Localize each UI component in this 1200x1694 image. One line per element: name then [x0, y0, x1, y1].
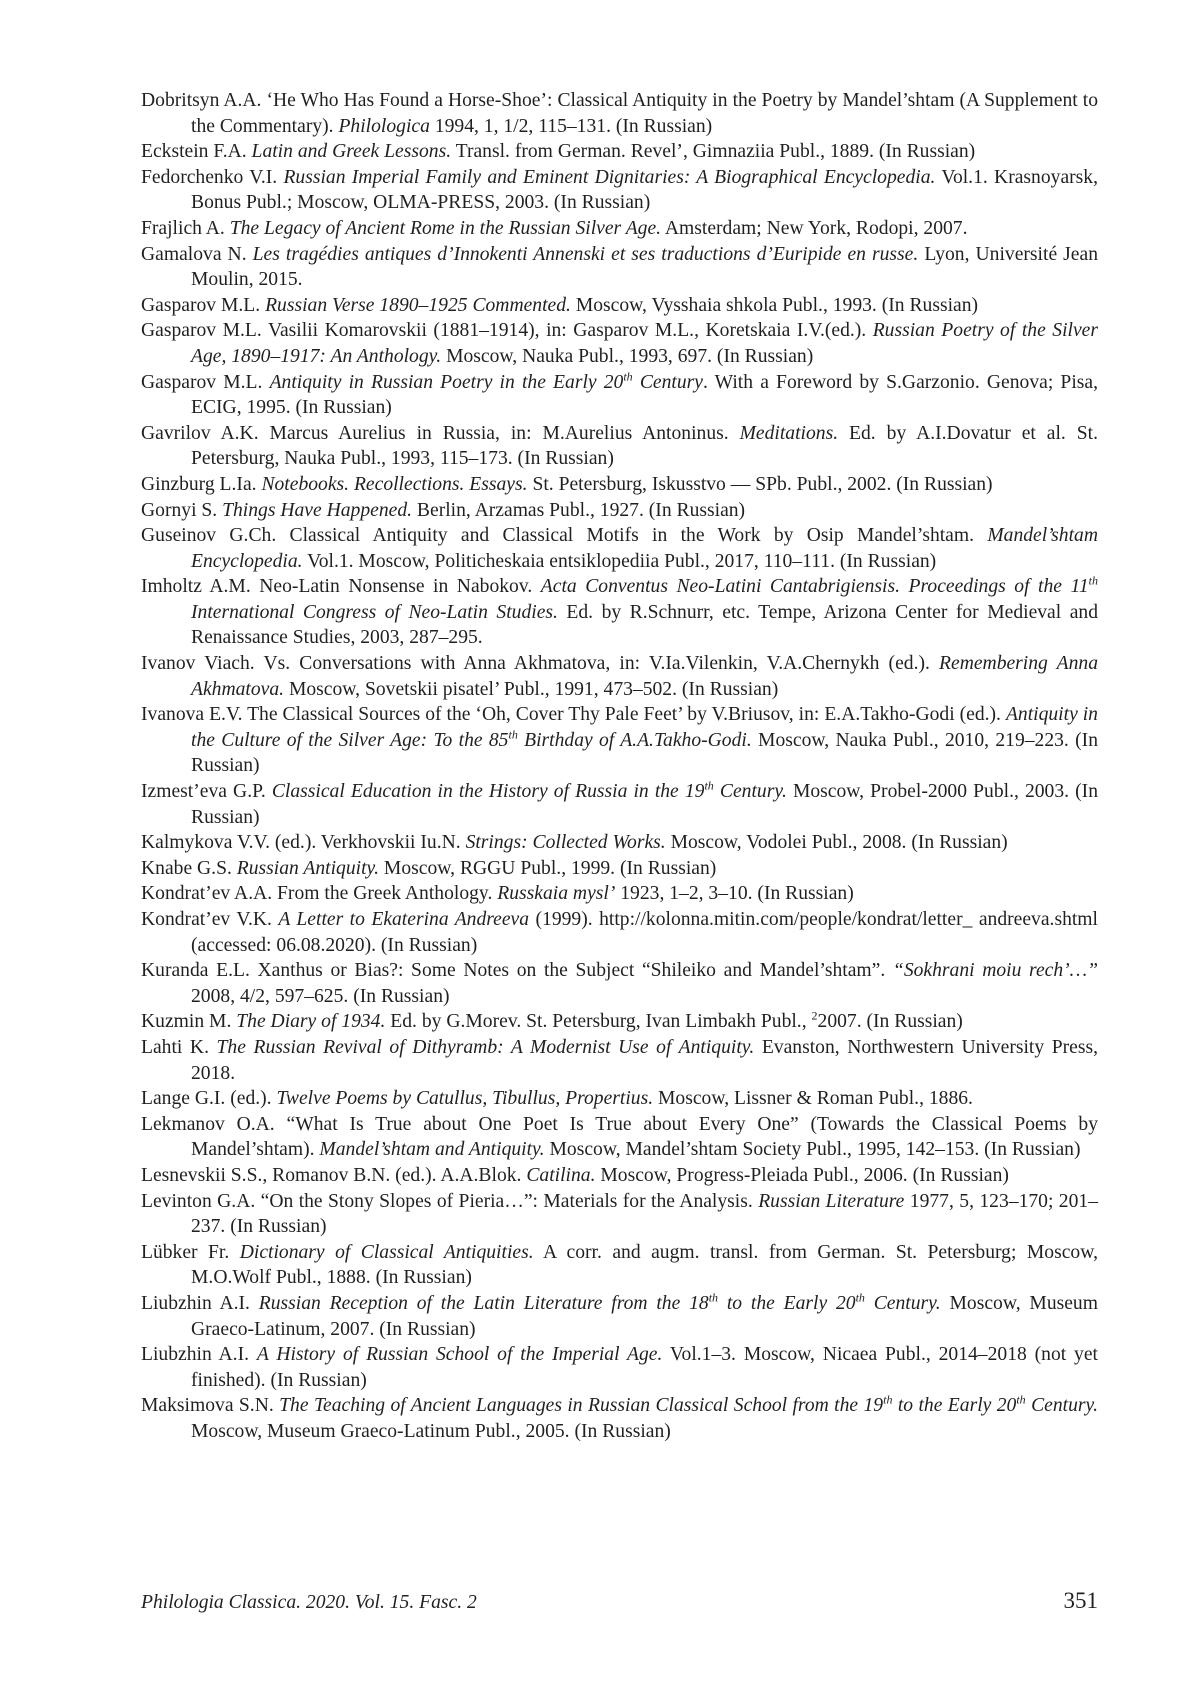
reference-text-segment: International Congress of Neo-Latin Studies. — [191, 601, 558, 623]
reference-text-segment: Fedorchenko V.I. — [141, 166, 284, 188]
reference-text-segment: Izmest’eva G.P. — [141, 781, 272, 803]
reference-text-segment: Moscow, Museum Graeco-Latinum, 2007. (In Russian) — [191, 1292, 1098, 1340]
reference-entry — [141, 242, 1098, 293]
reference-text-segment: Transl. from German. Revel’, Gimnaziia Publ., 1889. (In Russian) — [451, 141, 976, 163]
reference-text-segment: Liubzhin A.I. — [141, 1292, 259, 1314]
reference-entry — [141, 1240, 1098, 1291]
reference-text-segment: Notebooks. Recollections. Essays. — [261, 473, 528, 495]
reference-text-segment: to the Early 20 — [892, 1395, 1017, 1417]
reference-text-segment: Amsterdam; New York, Rodopi, 2007. — [661, 217, 968, 239]
reference-entry — [141, 1035, 1098, 1086]
reference-text-segment: Century. — [864, 1292, 941, 1314]
reference-text-segment: Twelve Poems by Catullus, Tibullus, Propertius. — [276, 1088, 654, 1110]
reference-text-segment: Russian Poetry of the Silver Age, 1890–1917: An Anthology. — [191, 320, 1098, 367]
reference-entry — [141, 1112, 1098, 1163]
reference-entry — [141, 498, 1098, 524]
reference-text-segment: Vol.1–3. Moscow, Nicaea Publ., 2014–2018 (not yet finished). (In Russian) — [191, 1344, 1098, 1391]
reference-text-segment: Moscow, Museum Graeco-Latinum Publ., 2005. (In Russian) — [191, 1420, 671, 1442]
reference-text-segment: Knabe G.S. — [141, 857, 237, 879]
reference-text-segment: Lübker Fr. — [141, 1241, 240, 1263]
reference-text-segment: 1923, 1–2, 3–10. (In Russian) — [615, 883, 854, 905]
reference-text-segment: Mandel’shtam Encyclopedia. — [191, 525, 1098, 572]
reference-text-segment: A corr. and augm. transl. from German. St. Petersburg; Moscow, M.O.Wolf Publ., 1888. (In Russian) — [191, 1241, 1098, 1289]
reference-entry — [141, 958, 1098, 1009]
reference-text-segment: Kondrat’ev A.A. From the Greek Anthology. — [141, 883, 498, 905]
reference-entry — [141, 1086, 1098, 1112]
reference-entry — [141, 651, 1098, 702]
reference-text-segment: Ed. by G.Morev. St. Petersburg, Ivan Limbakh Publ., — [385, 1011, 812, 1033]
reference-text-segment: Gavrilov A.K. Marcus Aurelius in Russia, in: M.Aurelius Antoninus. — [141, 422, 740, 444]
reference-text-segment: th — [508, 727, 518, 742]
reference-entry — [141, 856, 1098, 882]
reference-text-segment: Century — [632, 371, 703, 393]
reference-text-segment: (1999). http://kolonna.mitin.com/people/kondrat/letter_ andreeva.shtml (accessed: 06.08.2020). (In Russian) — [191, 909, 1098, 956]
reference-text-segment: Eckstein F.A. — [141, 141, 252, 163]
reference-text-segment: Gamalova N. — [141, 243, 253, 265]
reference-text-segment: Moscow, Vysshaia shkola Publ., 1993. (In Russian) — [570, 294, 979, 316]
reference-text-segment: 2 — [811, 1008, 818, 1023]
reference-text-segment: Gasparov M.L. Vasilii Komarovskii (1881–1914), in: Gasparov M.L., Koretskaia I.V.(ed.). — [141, 320, 873, 342]
reference-text-segment: to the Early 20 — [718, 1292, 856, 1314]
reference-text-segment: Acta Conventus Neo-Latini Cantabrigiensis. Proceedings of the 11 — [540, 576, 1089, 598]
reference-text-segment: Liubzhin A.I. — [141, 1344, 257, 1366]
reference-text-segment: th — [704, 778, 714, 793]
reference-entry — [141, 88, 1098, 139]
reference-text-segment: Ed. by R.Schnurr, etc. Tempe, Arizona Center for Medieval and Renaissance Studies, 2003, 287–295. — [191, 601, 1098, 649]
reference-text-segment: Gasparov M.L. — [141, 371, 270, 393]
reference-text-segment: Dictionary of Classical Antiquities. — [239, 1241, 534, 1263]
reference-text-segment: Moscow, Vodolei Publ., 2008. (In Russian) — [665, 832, 1008, 854]
reference-entry — [141, 421, 1098, 472]
reference-text-segment: Moscow, RGGU Publ., 1999. (In Russian) — [379, 857, 717, 879]
reference-entry — [141, 318, 1098, 369]
reference-text-segment: Kondrat’ev V.K. — [141, 909, 279, 930]
reference-text-segment: Things Have Happened. — [222, 499, 413, 521]
reference-text-segment: Les tragédies antiques d’Innokenti Annenski et ses traductions d’Euripide en russe. — [252, 243, 919, 265]
reference-text-segment: Antiquity in Russian Poetry in the Early 20 — [269, 371, 624, 393]
reference-list — [141, 88, 1098, 1444]
reference-text-segment: 2008, 4/2, 597–625. (In Russian) — [191, 985, 450, 1007]
reference-text-segment: Strings: Collected Works. — [465, 832, 666, 854]
reference-text-segment: Antiquity in the Culture of the Silver Age: To the 85 — [191, 704, 1098, 751]
reference-text-segment: Century. — [713, 781, 787, 803]
reference-text-segment: Vol.1. Moscow, Politicheskaia entsiklopediia Publ., 2017, 110–111. (In Russian) — [302, 550, 937, 572]
reference-text-segment: Berlin, Arzamas Publ., 1927. (In Russian) — [412, 499, 746, 521]
reference-text-segment: Century. — [1025, 1395, 1099, 1417]
reference-text-segment: th — [855, 1290, 865, 1305]
reference-entry — [141, 1291, 1098, 1342]
reference-text-segment: Moscow, Sovetskii pisatel’ Publ., 1991, 473–502. (In Russian) — [284, 678, 779, 700]
reference-text-segment: Gasparov M.L. — [141, 294, 266, 316]
reference-text-segment: Russian Reception of the Latin Literature from the 18 — [258, 1292, 709, 1314]
reference-text-segment: Lyon, Université Jean Moulin, 2015. — [191, 243, 1098, 291]
reference-text-segment: Evanston, Northwestern University Press, 2018. — [191, 1036, 1098, 1084]
reference-entry — [141, 370, 1098, 421]
reference-text-segment: A History of Russian School of the Imperial Age. — [256, 1344, 663, 1366]
reference-text-segment: Imholtz A.M. Neo-Latin Nonsense in Nabokov. — [141, 576, 541, 598]
reference-entry — [141, 165, 1098, 216]
reference-text-segment: th — [708, 1290, 719, 1305]
reference-text-segment: Birthday of A.A.Takho-Godi. — [517, 729, 752, 751]
reference-text-segment: Guseinov G.Ch. Classical Antiquity and Classical Motifs in the Work by Osip Mandel’shtam. — [141, 525, 988, 547]
reference-text-segment: Lesnevskii S.S., Romanov B.N. (ed.). A.A.Blok. — [141, 1164, 527, 1186]
reference-entry — [141, 574, 1098, 651]
reference-text-segment: Gornyi S. — [141, 499, 223, 521]
reference-text-segment: The Teaching of Ancient Languages in Russian Classical School from the 19 — [279, 1395, 884, 1417]
reference-text-segment: Remembering Anna Akhmatova. — [191, 653, 1098, 700]
reference-text-segment: Moscow, Progress-Pleiada Publ., 2006. (In Russian) — [595, 1164, 1009, 1186]
footer-journal-title: Philologia Classica. 2020. Vol. 15. Fasc. 2 — [141, 1592, 477, 1613]
reference-text-segment: Russian Verse 1890–1925 Commented. — [265, 294, 571, 316]
reference-text-segment: Moscow, Nauka Publ., 1993, 697. (In Russian) — [441, 345, 814, 367]
reference-text-segment: Lahti K. — [141, 1036, 217, 1058]
reference-entry — [141, 216, 1098, 242]
reference-entry — [141, 293, 1098, 319]
reference-entry — [141, 702, 1098, 779]
reference-text-segment: St. Petersburg, Iskusstvo — SPb. Publ., 2002. (In Russian) — [527, 473, 993, 495]
reference-text-segment: . With a Foreword by S.Garzonio. Genova; Pisa, ECIG, 1995. (In Russian) — [191, 371, 1098, 419]
reference-entry — [141, 830, 1098, 856]
reference-text-segment: A Letter to Ekaterina Andreeva — [278, 909, 530, 930]
reference-text-segment: “Sokhrani moiu rech’…” — [892, 960, 1098, 982]
reference-text-segment: Kuranda E.L. Xanthus or Bias?: Some Notes on the Subject “Shileiko and Mandel’shtam”. — [141, 960, 893, 982]
reference-text-segment: Frajlich A. — [141, 217, 230, 239]
reference-entry — [141, 472, 1098, 498]
reference-text-segment: 1994, 1, 1/2, 115–131. (In Russian) — [429, 115, 713, 137]
reference-entry — [141, 779, 1098, 830]
reference-entry — [141, 1189, 1098, 1240]
reference-entry — [141, 881, 1098, 907]
reference-text-segment: Ivanova E.V. The Classical Sources of the ‘Oh, Cover Thy Pale Feet’ by V.Briusov, in: E.A.Takho-Godi (ed.). — [141, 704, 1006, 726]
reference-text-segment: Russian Antiquity. — [236, 857, 380, 879]
reference-text-segment: th — [1088, 573, 1098, 588]
reference-text-segment: Russian Literature — [758, 1190, 905, 1212]
reference-text-segment: th — [623, 369, 633, 383]
reference-text-segment: Moscow, Mandel’shtam Society Publ., 1995, 142–153. (In Russian) — [544, 1139, 1081, 1161]
reference-entry — [141, 523, 1098, 574]
reference-text-segment: 2007. (In Russian) — [817, 1011, 963, 1033]
reference-text-segment: 1977, 5, 123–170; 201–237. (In Russian) — [191, 1190, 1098, 1238]
reference-text-segment: Russkaia mysl’ — [497, 883, 616, 905]
reference-text-segment: Dobritsyn A.A. ‘He Who Has Found a Horse-Shoe’: Classical Antiquity in the Poetry by Mandel’shtam (A Supplement to the Commentary). — [141, 90, 1098, 137]
reference-text-segment: Ginzburg L.Ia. — [141, 473, 262, 495]
reference-text-segment: Lange G.I. (ed.). — [141, 1088, 277, 1110]
reference-entry — [141, 1393, 1098, 1444]
reference-entry — [141, 907, 1098, 958]
reference-text-segment: The Diary of 1934. — [236, 1011, 386, 1033]
reference-text-segment: th — [883, 1392, 893, 1407]
reference-text-segment: Russian Imperial Family and Eminent Dignitaries: A Biographical Encyclopedia. — [283, 166, 936, 188]
reference-text-segment: th — [1016, 1392, 1026, 1407]
reference-text-segment: The Russian Revival of Dithyramb: A Modernist Use of Antiquity. — [216, 1036, 755, 1058]
reference-entry — [141, 139, 1098, 165]
reference-text-segment: Moscow, Probel-2000 Publ., 2003. (In Russian) — [191, 781, 1098, 828]
reference-text-segment: Levinton G.A. “On the Stony Slopes of Pieria…”: Materials for the Analysis. — [141, 1190, 759, 1212]
reference-text-segment: Vol.1. Krasnoyarsk, Bonus Publ.; Moscow, OLMA-PRESS, 2003. (In Russian) — [191, 166, 1098, 214]
reference-text-segment: Ivanov Viach. Vs. Conversations with Anna Akhmatova, in: V.Ia.Vilenkin, V.A.Chernykh (ed.). — [141, 653, 940, 675]
reference-text-segment: Mandel’shtam and Antiquity. — [319, 1139, 545, 1161]
reference-text-segment: Meditations. — [739, 422, 839, 444]
reference-text-segment: Kuzmin M. — [141, 1011, 237, 1033]
reference-text-segment: Lekmanov O.A. “What Is True about One Poet Is True about Every One” (Towards the Classical Poems by Mandel’shtam). — [141, 1113, 1098, 1161]
reference-text-segment: The Legacy of Ancient Rome in the Russian Silver Age. — [229, 217, 662, 239]
page-number: 351 — [1063, 1588, 1098, 1613]
reference-text-segment: Moscow, Lissner & Roman Publ., 1886. — [653, 1088, 973, 1110]
reference-text-segment: Ed. by A.I.Dovatur et al. St. Petersburg, Nauka Publ., 1993, 115–173. (In Russian) — [191, 422, 1098, 470]
reference-text-segment: Kalmykova V.V. (ed.). Verkhovskii Iu.N. — [141, 832, 466, 854]
reference-entry — [141, 1163, 1098, 1189]
reference-text-segment: Maksimova S.N. — [141, 1395, 280, 1417]
reference-text-segment: Catilina. — [526, 1164, 596, 1186]
reference-text-segment: Classical Education in the History of Russia in the 19 — [271, 781, 705, 803]
reference-entry — [141, 1342, 1098, 1393]
reference-text-segment: Moscow, Nauka Publ., 2010, 219–223. (In Russian) — [191, 729, 1098, 777]
reference-text-segment: Latin and Greek Lessons. — [251, 141, 452, 163]
reference-text-segment: Philologica — [338, 115, 430, 137]
reference-entry — [141, 1009, 1098, 1035]
